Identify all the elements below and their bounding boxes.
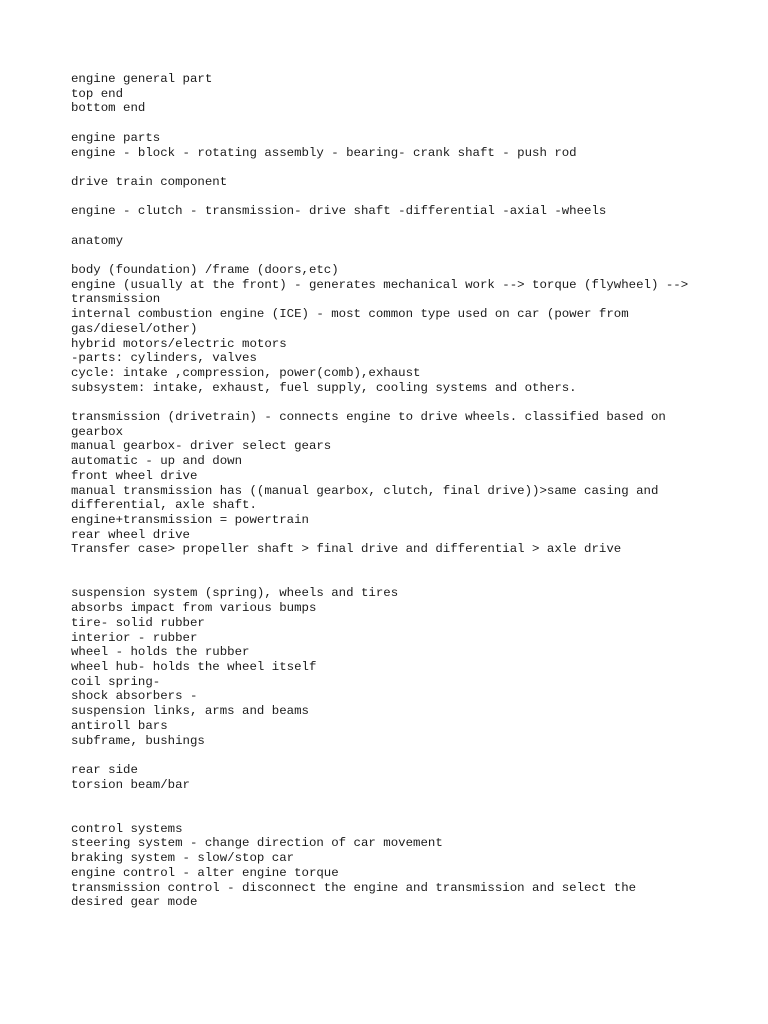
text-line: -parts: cylinders, valves [71,351,257,366]
text-line: engine - block - rotating assembly - bearing- crank shaft - push rod [71,145,577,160]
text-line: manual transmission has ((manual gearbox, clutch, final drive))>same casing and [71,483,659,498]
text-line: rear side [71,762,138,777]
text-line: antiroll bars [71,718,168,733]
text-line: gas/diesel/other) [71,321,198,336]
text-line: gearbox [71,424,124,439]
text-line: front wheel drive [71,468,198,483]
text-line: shock absorbers - [71,689,198,704]
text-line: suspension links, arms and beams [71,704,309,719]
text-line: hybrid motors/electric motors [71,336,287,351]
text-line: engine general part [71,72,213,86]
text-line: wheel - holds the rubber [71,645,250,660]
text-line: wheel hub- holds the wheel itself [71,660,317,674]
text-line: subframe, bushings [71,733,205,748]
text-line: absorbs impact from various bumps [71,601,317,616]
text-line: rear wheel drive [71,527,190,542]
text-line: body (foundation) /frame (doors,etc) [71,263,339,278]
text-line: tire- solid rubber [71,615,205,630]
blank-line [71,807,751,822]
text-line: Transfer case> propeller shaft > final drive and differential > axle drive [71,542,622,557]
text-line: engine (usually at the front) - generates mechanical work --> torque (flywheel) --> [71,277,689,292]
blank-line [71,190,751,205]
text-line: internal combustion engine (ICE) - most common type used on car (power from [71,307,629,322]
text-line: transmission [71,292,161,307]
text-line: desired gear mode [71,895,198,910]
text-line: bottom end [71,101,146,116]
text-line: interior - rubber [71,630,198,645]
blank-line [71,395,751,410]
text-line: drive train component [71,174,228,189]
blank-line [71,248,751,263]
text-line: steering system - change direction of car movement [71,836,443,851]
text-line: cycle: intake ,compression, power(comb),exhaust [71,365,421,380]
blank-line [71,572,751,587]
text-line: manual gearbox- driver select gears [71,439,332,454]
blank-line [71,792,751,807]
text-line: suspension system (spring), wheels and tires [71,586,399,601]
blank-line [71,748,751,763]
text-line: coil spring- [71,674,161,689]
text-line: engine - clutch - transmission- drive shaft -differential -axial -wheels [71,204,607,219]
text-line: subsystem: intake, exhaust, fuel supply, cooling systems and others. [71,380,577,395]
blank-line [71,557,751,572]
text-line: braking system - slow/stop car [71,851,295,866]
text-line: control systems [71,821,183,836]
text-line: differential, axle shaft. [71,498,257,513]
text-line: engine parts [71,130,161,145]
document-text [71,72,751,910]
text-line: top end [71,86,124,101]
blank-line [71,160,751,175]
text-line: transmission (drivetrain) - connects engine to drive wheels. classified based on [71,410,666,425]
blank-line [71,219,751,234]
text-line: engine control - alter engine torque [71,865,339,880]
text-line: transmission control - disconnect the engine and transmission and select the [71,880,637,895]
text-line: engine+transmission = powertrain [71,513,309,527]
text-line: automatic - up and down [71,454,243,469]
blank-line [71,116,751,131]
text-line: torsion beam/bar [71,777,190,792]
text-line: anatomy [71,233,124,248]
